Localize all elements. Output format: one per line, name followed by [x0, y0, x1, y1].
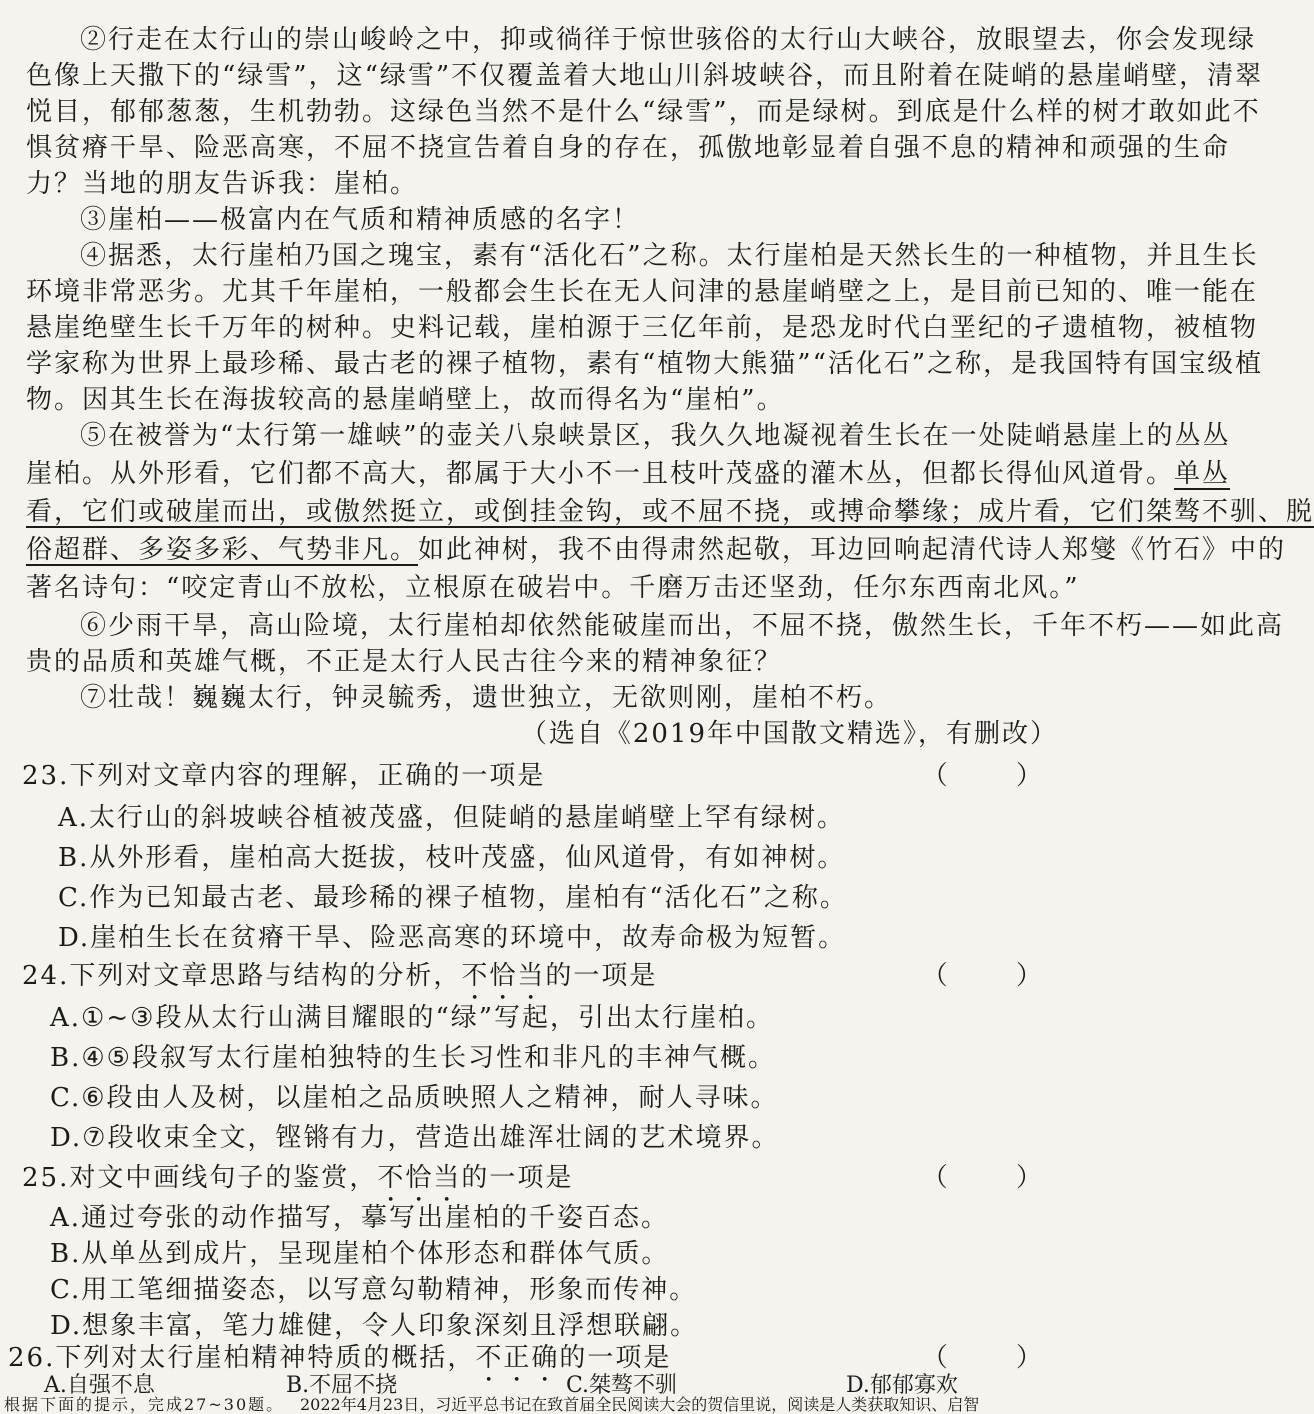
q25-stem-text: 25.对文中画线句子的鉴赏， [22, 1163, 378, 1193]
q23-stem: 23.下列对文章内容的理解，正确的一项是 [22, 761, 546, 791]
p5-line-3 [26, 494, 1314, 530]
p5-line-2-text: 崖柏。从外形看，它们都不高大，都属于大小不一且枝叶茂盛的灌木丛，但都长得仙风道骨。 [26, 459, 1175, 489]
q26-option-b: B.不屈不挠 [286, 1373, 398, 1398]
q26-stem-text: 26.下列对太行崖柏精神特质的概括， [8, 1343, 476, 1373]
q23-option-d: D.崖柏生长在贫瘠干旱、险恶高寒的环境中，故寿命极为短暂。 [58, 923, 847, 953]
q23-option-b: B.从外形看，崖柏高大挺拔，枝叶茂盛，仙风道骨，有如神树。 [58, 843, 846, 873]
q26-answer-blank[interactable]: （ ） [921, 1343, 1072, 1373]
underlined-sentence-start: 单丛 [1174, 459, 1231, 489]
q26-option-c: C.桀骜不驯 [566, 1373, 678, 1398]
p4-line-4: 学家称为世界上最珍稀、最古老的裸子植物，素有“植物大熊猫”“活化石”之称，是我国特有国宝级植 [26, 349, 1264, 379]
p5-line-5: 著名诗句：“咬定青山不放松，立根原在破岩中。千磨万击还坚劲，任尔东西南北风。” [26, 573, 1080, 603]
q26-stem-tail: 的一项是 [559, 1343, 672, 1373]
p7-line: ⑦壮哉！巍巍太行，钟灵毓秀，遗世独立，无欲则刚，崖柏不朽。 [80, 683, 893, 713]
underlined-sentence-end: 俗超群、多姿多彩、气势非凡。 [26, 535, 419, 565]
p5-line-4-text: 如此神树，我不由得肃然起敬，耳边回响起清代诗人郑燮《竹石》中的 [418, 535, 1287, 565]
p2-line-4: 惧贫瘠干旱、险恶高寒，不屈不挠宣告着自身的存在，孤傲地彰显着自强不息的精神和顽强的生命 [26, 133, 1231, 163]
p2-line-5: 力？当地的朋友告诉我：崖柏。 [26, 169, 419, 199]
p6-line-2: 贵的品质和英雄气概，不正是太行人民古往今来的精神象征？ [26, 647, 783, 677]
q25-option-d: D.想象丰富，笔力雄健，令人印象深刻且浮想联翩。 [50, 1311, 699, 1341]
p4-line-5: 物。因其生长在海拔较高的悬崖峭壁上，故而得名为“崖柏”。 [26, 385, 785, 415]
source-citation: （选自《2019年中国散文精选》，有删改） [520, 719, 1058, 749]
q24-answer-blank[interactable]: （ ） [921, 961, 1072, 991]
q24-stem [22, 958, 657, 1006]
p5-line-1: ⑤在被誉为“太行第一雄峡”的壶关八泉峡景区，我久久地凝视着生长在一处陡峭悬崖上的丛丛 [80, 421, 1231, 451]
q24-option-b: B.④⑤段叙写太行崖柏独特的生长习性和非凡的丰神气概。 [50, 1043, 776, 1073]
q24-option-c: C.⑥段由人及树，以崖柏之品质映照人之精神，耐人寻味。 [50, 1083, 779, 1113]
q26-option-d: D.郁郁寡欢 [846, 1373, 958, 1398]
section-intro: 根据下面的提示，完成27~30题。 [4, 1395, 285, 1414]
p4-line-3: 悬崖绝壁生长千万年的树种。史料记载，崖柏源于三亿年前，是恐龙时代白垩纪的孑遗植物，被植物 [26, 313, 1259, 343]
p2-line-1: ②行走在太行山的崇山峻岭之中，抑或徜徉于惊世骇俗的太行山大峡谷，放眼望去，你会发现绿 [80, 25, 1257, 55]
q26-option-a: A.自强不息 [44, 1373, 155, 1398]
q26-emphasis: 不正确 [475, 1343, 560, 1373]
q25-option-a: A.通过夸张的动作描写，摹写出崖柏的千姿百态。 [50, 1203, 670, 1233]
p5-line-4 [26, 532, 1286, 568]
p2-line-3: 悦目，郁郁葱葱，生机勃勃。这绿色当然不是什么“绿雪”，而是绿树。到底是什么样的树才敢如此不 [26, 97, 1261, 127]
p6-line-1: ⑥少雨干旱，高山险境，太行崖柏却依然能破崖而出，不屈不挠，傲然生长，千年不朽——如此高 [80, 611, 1285, 641]
q25-option-c: C.用工笔细描姿态，以写意勾勒精神，形象而传神。 [50, 1275, 698, 1305]
p2-line-2: 色像上天撒下的“绿雪”，这“绿雪”不仅覆盖着大地山川斜坡峡谷，而且附着在陡峭的悬崖峭壁，清翠 [26, 61, 1264, 91]
underlined-sentence-middle: 看，它们或破崖而出，或傲然挺立，或倒挂金钩，或不屈不挠，或搏命攀缘；成片看，它们桀骜不驯、脱 [26, 497, 1314, 527]
q24-stem-text: 24.下列对文章思路与结构的分析， [22, 961, 462, 991]
q25-emphasis: 不恰当 [377, 1163, 462, 1193]
q23-answer-blank[interactable]: （ ） [921, 761, 1072, 791]
q25-answer-blank[interactable]: （ ） [921, 1163, 1072, 1193]
p3-line: ③崖柏——极富内在气质和精神质感的名字！ [80, 205, 641, 235]
p4-line-2: 环境非常恶劣。尤其千年崖柏，一般都会生长在无人问津的悬崖峭壁之上，是目前已知的、唯一能在 [26, 277, 1259, 307]
q23-option-c: C.作为已知最古老、最珍稀的裸子植物，崖柏有“活化石”之称。 [58, 883, 848, 913]
q24-emphasis: 不恰当 [461, 961, 546, 991]
q24-stem-tail: 的一项是 [545, 961, 658, 991]
q24-option-d: D.⑦段收束全文，铿锵有力，营造出雄浑壮阔的艺术境界。 [50, 1123, 780, 1153]
p5-line-2 [26, 456, 1230, 492]
q25-option-b: B.从单丛到成片，呈现崖柏个体形态和群体气质。 [50, 1239, 670, 1269]
p4-line-1: ④据悉，太行崖柏乃国之瑰宝，素有“活化石”之称。太行崖柏是天然长生的一种植物，并且生长 [80, 241, 1259, 271]
q23-option-a: A.太行山的斜坡峡谷植被茂盛，但陡峭的悬崖峭壁上罕有绿树。 [58, 803, 846, 833]
q25-stem-tail: 的一项是 [461, 1163, 574, 1193]
next-paragraph: 2022年4月23日，习近平总书记在致首届全民阅读大会的贺信里说，阅读是人类获取知识、启智 [300, 1395, 980, 1414]
q24-option-a: A.①~③段从太行山满目耀眼的“绿”写起，引出太行崖柏。 [50, 1003, 775, 1033]
